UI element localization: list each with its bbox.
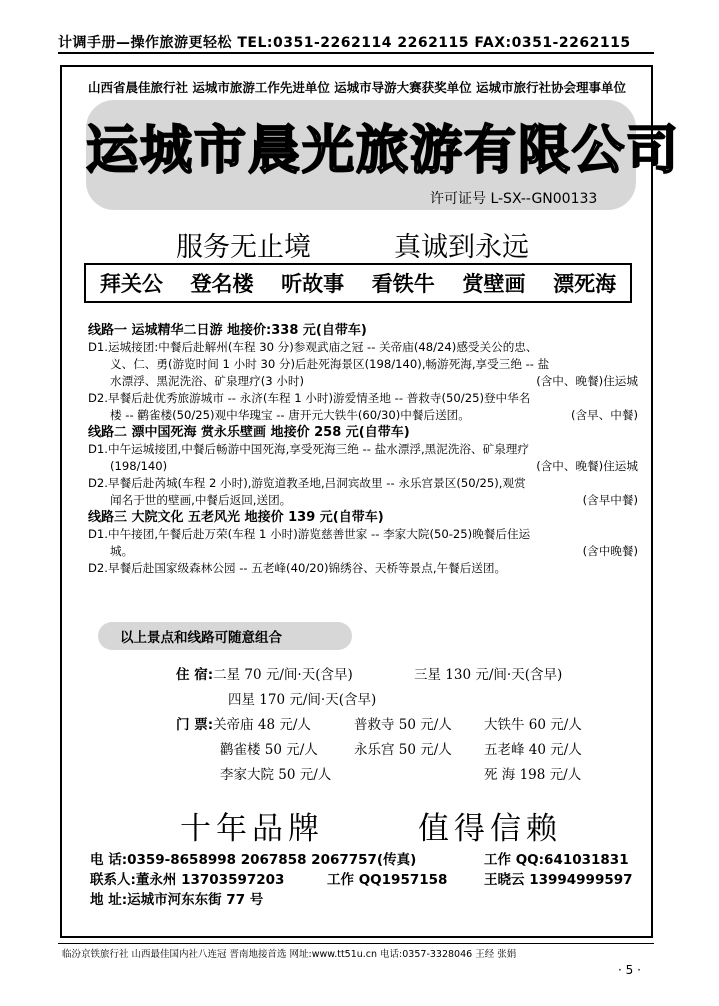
route-1-title: 线路一 运城精华二日游 地接价:338 元(自带车): [88, 323, 367, 338]
handbook-header: 计调手册—操作旅游更轻松 TEL:0351-2262114 2262115 FAX:0351-2262115: [58, 35, 631, 51]
ticket-price: 五老峰 40 元/人: [484, 742, 582, 758]
stay-price: 三星 130 元/间·天(含早): [414, 667, 563, 683]
contact-person-1: 联系人:董永州 13703597203: [90, 872, 285, 888]
route-2-day1: D1.中午运城接团,中餐后畅游中国死海,享受死海三绝 -- 盐水漂浮,黑泥洗浴、矿泉理疗: [88, 442, 529, 456]
attractions-box: [84, 263, 632, 303]
contact-person-2: 王晓云 13994999597: [484, 872, 633, 888]
ticket-price: 李家大院 50 元/人: [220, 767, 332, 783]
address-line: 地 址:运城市河东东街 77 号: [90, 892, 264, 908]
meal-note: (含早、中餐): [570, 408, 638, 422]
ticket-price: 死 海 198 元/人: [484, 767, 582, 783]
attraction-item: 拜关公: [99, 272, 163, 296]
page-number: · 5 ·: [618, 963, 641, 977]
attraction-item: 听故事: [281, 272, 345, 296]
ticket-label: 门 票:: [176, 717, 214, 733]
company-name: 运城市晨光旅游有限公司: [86, 121, 681, 181]
header-divider: [58, 52, 654, 54]
route-2-day1-cont: (198/140) (含中、晚餐)住运城: [110, 459, 638, 473]
attraction-item: 登名楼: [190, 272, 254, 296]
brand-slogan-right: 值得信赖: [418, 811, 562, 847]
route-1-day1: D1.运城接团:中餐后赴解州(车程 30 分)参观武庙之冠 -- 关帝庙(48/24)感受关公的忠、: [88, 340, 538, 354]
ticket-price: 永乐宫 50 元/人: [354, 742, 452, 758]
work-qq: 工作 QQ:641031831: [484, 852, 629, 868]
ticket-price: 大铁牛 60 元/人: [484, 717, 582, 733]
attraction-item: 看铁牛: [371, 272, 435, 296]
route-3-day2: D2.早餐后赴国家级森林公园 -- 五老峰(40/20)锦绣谷、天桥等景点,午餐后送团。: [88, 561, 507, 575]
slogan-left: 服务无止境: [176, 232, 311, 263]
stay-row-1: 住 宿:二星 70 元/间·天(含早): [176, 667, 353, 683]
route-2-day2-cont: 闻名于世的壁画,中餐后返回,送团。 (含早中餐): [110, 493, 638, 507]
meal-note: (含中、晚餐)住运城: [536, 374, 638, 388]
ticket-price: 普救寺 50 元/人: [354, 717, 452, 733]
ticket-row-1: 门 票:关帝庙 48 元/人: [176, 717, 311, 733]
brand-slogan-left: 十年品牌: [180, 811, 324, 847]
route-list: [88, 322, 638, 577]
stay-label: 住 宿:: [176, 667, 214, 683]
work-qq-2: 工作 QQ1957158: [327, 872, 448, 888]
stay-price: 四星 170 元/间·天(含早): [228, 692, 377, 708]
route-1-day2-cont: 楼 -- 鹳雀楼(50/25)观中华瑰宝 -- 唐开元大铁牛(60/30)中餐后送团。 (含早、中餐): [110, 408, 638, 422]
honors-tagline: 山西省晨佳旅行社 运城市旅游工作先进单位 运城市导游大赛获奖单位 运城市旅行社协会理事单位: [87, 80, 627, 95]
route-1-day1-cont: 义、仁、勇(游览时间 1 小时 30 分)后赴死海景区(198/140),畅游死海,享受三绝 -- 盐: [110, 357, 550, 371]
meal-note: (含早中餐): [582, 493, 638, 507]
route-3-day1-cont: 城。 (含中晚餐): [110, 544, 638, 558]
attraction-item: 赏壁画: [462, 272, 526, 296]
route-1-day1-cont: 水漂浮、黑泥洗浴、矿泉理疗(3 小时) (含中、晚餐)住运城: [110, 374, 638, 388]
combo-note: 以上景点和线路可随意组合: [120, 630, 282, 646]
route-3-day1: D1.中午接团,午餐后赴万荣(车程 1 小时)游览慈善世家 -- 李家大院(50-25)晚餐后住运: [88, 527, 531, 541]
attraction-item: 漂死海: [553, 272, 617, 296]
route-1-day2: D2.早餐后赴优秀旅游城市 -- 永济(车程 1 小时)游爱情圣地 -- 普救寺(50/25)登中华名: [88, 391, 531, 405]
footer-ad: 临汾京铁旅行社 山西最佳国内社八连冠 晋南地接首选 网址:www.tt51u.cn 电话:0357-3328046 王经 张娟: [62, 949, 517, 960]
route-2-day2: D2.早餐后赴芮城(车程 2 小时),游览道教圣地,吕洞宾故里 -- 永乐宫景区(50/25),观赏: [88, 476, 526, 490]
phone-line: 电 话:0359-8658998 2067858 2067757(传真): [90, 852, 417, 868]
meal-note: (含中、晚餐)住运城: [536, 459, 638, 473]
route-2-title: 线路二 漂中国死海 赏永乐壁画 地接价 258 元(自带车): [88, 425, 410, 440]
route-3-title: 线路三 大院文化 五老风光 地接价 139 元(自带车): [88, 510, 384, 525]
slogan-right: 真诚到永远: [394, 232, 529, 263]
ticket-price: 鹳雀楼 50 元/人: [220, 742, 318, 758]
meal-note: (含中晚餐): [582, 544, 638, 558]
footer-divider: [58, 943, 654, 944]
license-number: 许可证号 L-SX--GN00133: [430, 191, 598, 207]
